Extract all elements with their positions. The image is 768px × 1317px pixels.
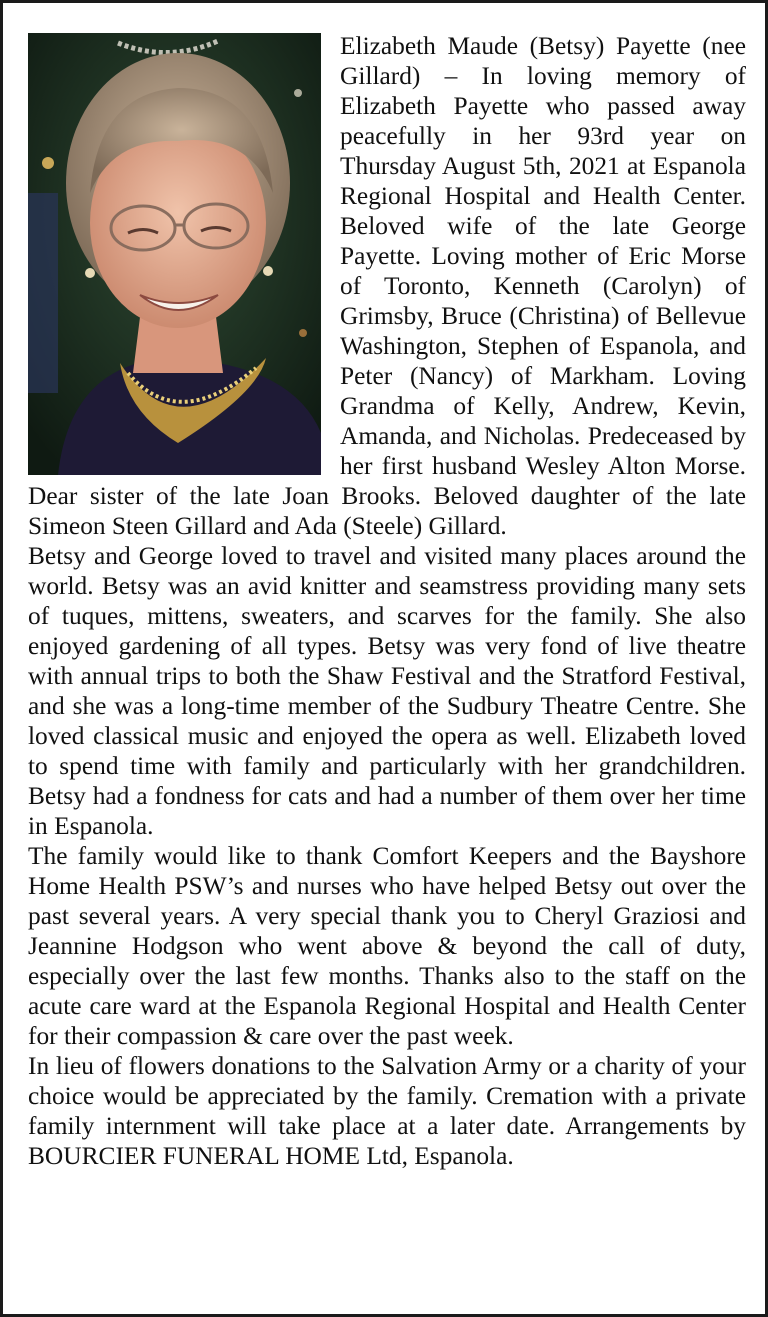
obituary-paragraph-arrangements: In lieu of flowers donations to the Salvation Army or a charity of your choice would be appreciated by the family. Cremation with a private family internment will take place at a later date. Arrangements by BOURCIER FUNERAL HOME Ltd, Espanola. (28, 1052, 746, 1170)
portrait-photo-icon (28, 33, 321, 475)
obituary-paragraph-thanks: The family would like to thank Comfort Keepers and the Bayshore Home Health PSW’s and nurses who have helped Betsy out over the past several years. A very special thank you to Cheryl Graziosi and Jeannine Hodgson who went above & beyond the call of duty, especially over the last few months. Thanks also to the staff on the acute care ward at the Espanola Regional Hospital and Health Center for their compassion & care over the past week. (28, 842, 746, 1050)
obituary-body (28, 31, 746, 1171)
obituary-paragraph-intro: Elizabeth Maude (Betsy) Payette (nee Gillard) – In loving memory of Elizabeth Payette who passed away peacefully in her 93rd year on Thursday August 5th, 2021 at Espanola Regional Hospital and Health Center. Beloved wife of the late George Payette. Loving mother of Eric Morse of Toronto, Kenneth (Carolyn) of Grimsby, Bruce (Christina) of Bellevue Washington, Stephen of Espanola, and Peter (Nancy) of Markham. Loving Grandma of Kelly, Andrew, Kevin, Amanda, and Nicholas. Predeceased by her first husband Wesley Alton Morse. Dear sister of the late Joan Brooks. Beloved daughter of the late Simeon Steen Gillard and Ada (Steele) Gillard. (28, 32, 746, 540)
obituary-paragraph-life: Betsy and George loved to travel and visited many places around the world. Betsy was an avid knitter and seamstress providing many sets of tuques, mittens, sweaters, and scarves for the family. She also enjoyed gardening of all types. Betsy was very fond of live theatre with annual trips to both the Shaw Festival and the Stratford Festival, and she was a long-time member of the Sudbury Theatre Centre. She loved classical music and enjoyed the opera as well. Elizabeth loved to spend time with family and particularly with her grandchildren. Betsy had a fondness for cats and had a number of them over her time in Espanola. (28, 542, 746, 840)
portrait-photo (28, 33, 321, 475)
